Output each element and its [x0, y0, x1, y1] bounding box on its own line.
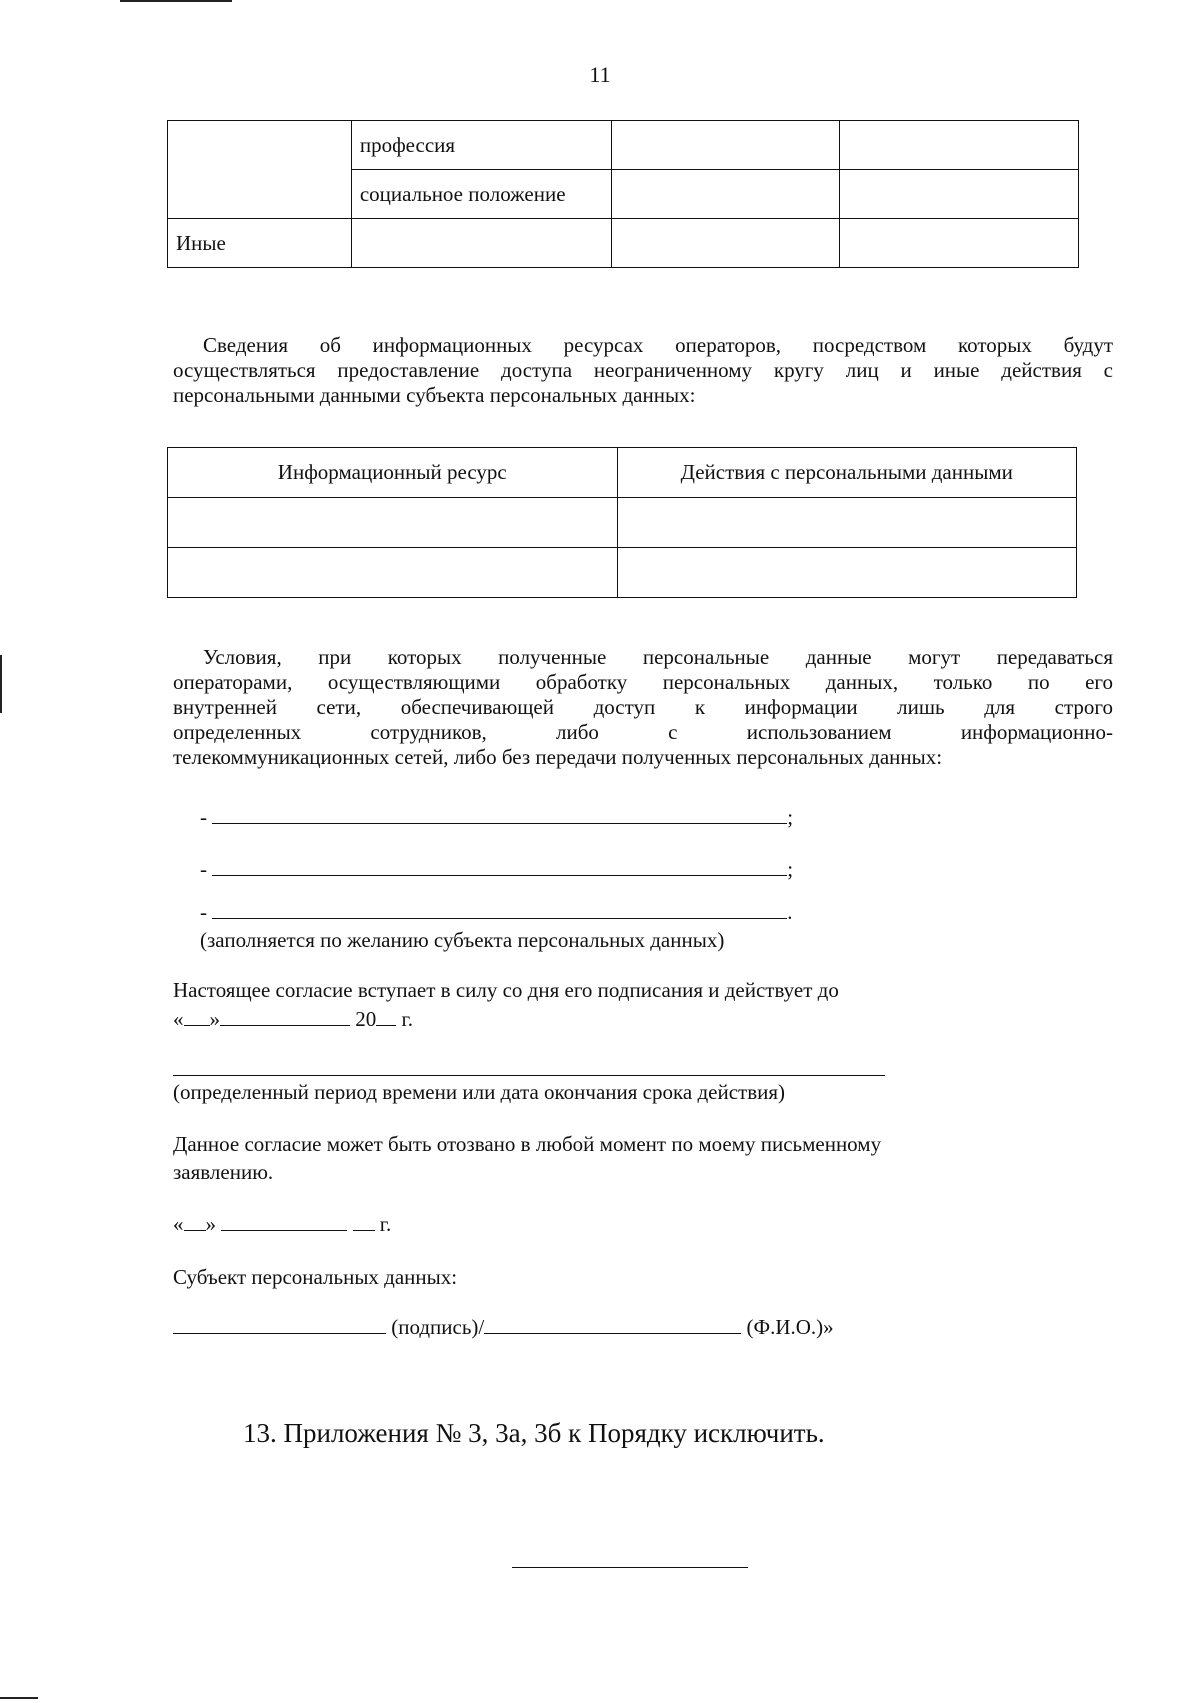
paragraph-line: операторами, осуществляющими обработку персональных данных, только по его — [173, 670, 1113, 694]
paragraph-line: осуществляться предоставление доступа неограниченному кругу лиц и иные действия с — [173, 358, 1113, 382]
item-punctuation: . — [787, 900, 793, 924]
month-blank[interactable] — [220, 1007, 350, 1026]
paragraph-line: определенных сотрудников, либо с использованием информационно- — [173, 720, 1113, 744]
table-cell[interactable] — [840, 170, 1079, 219]
blank-fill-line[interactable] — [212, 900, 787, 919]
table-cell[interactable] — [617, 498, 1076, 548]
subject-label: Субъект персональных данных: — [173, 1265, 458, 1289]
table-cell[interactable] — [611, 170, 840, 219]
table-header-row — [168, 448, 1077, 498]
table-cell[interactable] — [168, 548, 618, 598]
day-blank[interactable] — [184, 1212, 206, 1231]
validity-text: Настоящее согласие вступает в силу со дня его подписания и действует до — [173, 978, 839, 1002]
name-label: (Ф.И.О.)» — [746, 1315, 834, 1339]
name-blank[interactable] — [484, 1315, 741, 1334]
scan-artifact-bottom — [0, 1697, 38, 1699]
blank-fill-line[interactable] — [212, 805, 787, 824]
table-cell[interactable] — [840, 121, 1079, 170]
sign-date — [173, 1212, 391, 1237]
validity-date — [173, 1007, 413, 1032]
blank-item — [200, 900, 793, 925]
conditions-paragraph — [173, 645, 1113, 770]
period-fill-line[interactable] — [173, 1075, 885, 1076]
table-row — [168, 548, 1077, 598]
item-13: 13. Приложения № 3, 3а, 3б к Порядку исключить. — [243, 1418, 825, 1448]
table-cell: социальное положение — [351, 170, 611, 219]
resources-intro-paragraph — [173, 333, 1113, 408]
column-header: Информационный ресурс — [168, 448, 618, 498]
end-separator — [512, 1567, 748, 1568]
table-cell[interactable] — [611, 121, 840, 170]
year-suffix: г. — [379, 1212, 392, 1236]
paragraph-line: персональными данными субъекта персональных данных: — [173, 383, 696, 407]
table-cell — [168, 121, 352, 219]
signature-line — [173, 1315, 834, 1340]
dash-marker: - — [200, 857, 207, 881]
quote-open: « — [173, 1212, 184, 1236]
year-prefix: 20 — [355, 1007, 377, 1031]
table-cell[interactable] — [351, 219, 611, 268]
paragraph-line: Сведения об информационных ресурсах операторов, посредством которых будут — [203, 333, 1113, 357]
table-cell[interactable] — [840, 219, 1079, 268]
info-resources-table — [167, 447, 1077, 598]
day-blank[interactable] — [184, 1007, 210, 1026]
paragraph-line: Условия, при которых полученные персональные данные могут передаваться — [203, 645, 1113, 669]
table-cell[interactable] — [168, 498, 618, 548]
month-blank[interactable] — [221, 1212, 347, 1231]
dash-marker: - — [200, 805, 207, 829]
dash-marker: - — [200, 900, 207, 924]
page-number: 11 — [589, 62, 611, 87]
blank-item — [200, 857, 793, 882]
signature-label: (подпись)/ — [391, 1315, 485, 1339]
year-blank[interactable] — [353, 1212, 375, 1231]
table-cell[interactable] — [611, 219, 840, 268]
fill-note: (заполняется по желанию субъекта персональных данных) — [200, 928, 725, 952]
item-punctuation: ; — [787, 805, 794, 829]
signature-blank[interactable] — [173, 1315, 386, 1334]
paragraph-line: внутренней сети, обеспечивающей доступ к информации лишь для строго — [173, 695, 1113, 719]
table-row — [168, 121, 1079, 170]
period-note: (определенный период времени или дата окончания срока действия) — [173, 1080, 785, 1104]
scan-artifact-left — [0, 655, 2, 713]
table-cell: Иные — [168, 219, 352, 268]
scan-artifact-top — [120, 0, 232, 2]
year-blank[interactable] — [376, 1007, 396, 1026]
item-punctuation: ; — [787, 857, 794, 881]
quote-close: » — [205, 1212, 216, 1236]
personal-data-table — [167, 120, 1079, 268]
column-header: Действия с персональными данными — [617, 448, 1076, 498]
revocation-text: Данное согласие может быть отозвано в любой момент по моему письменному — [173, 1132, 882, 1156]
paragraph-line: телекоммуникационных сетей, либо без передачи полученных персональных данных: — [173, 745, 943, 769]
table-cell[interactable] — [617, 548, 1076, 598]
year-suffix: г. — [401, 1007, 413, 1031]
table-row — [168, 219, 1079, 268]
blank-item — [200, 805, 793, 830]
table-cell: профессия — [351, 121, 611, 170]
blank-fill-line[interactable] — [212, 857, 787, 876]
quote-close: » — [209, 1007, 220, 1031]
quote-open: « — [173, 1007, 184, 1031]
revocation-text: заявлению. — [173, 1160, 274, 1184]
table-row — [168, 498, 1077, 548]
